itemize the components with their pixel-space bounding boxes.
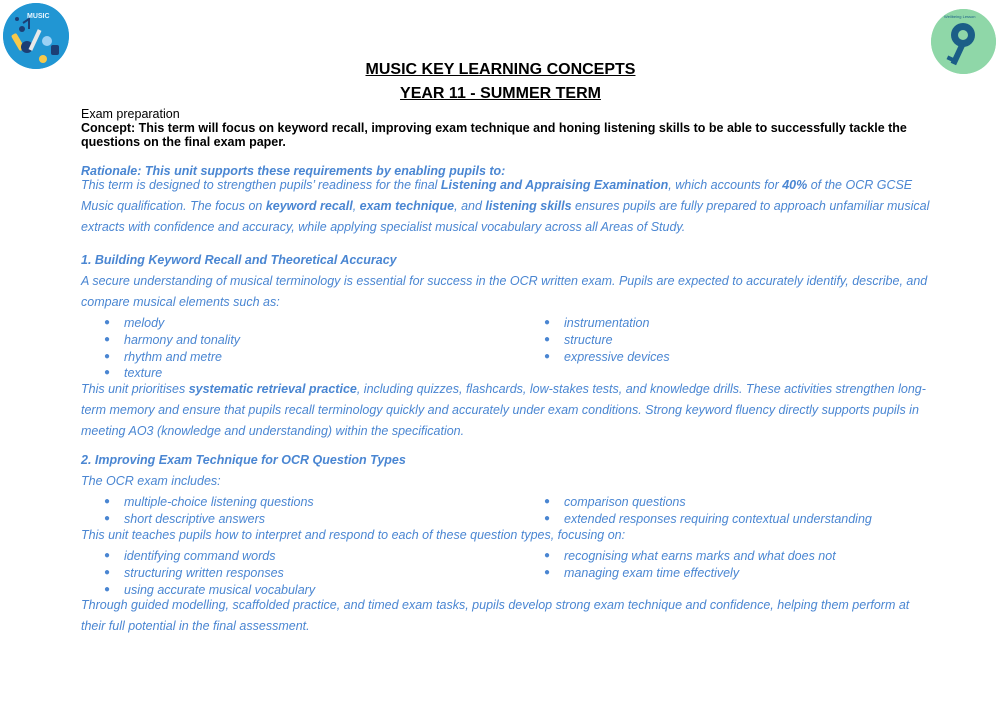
list-item: ● structure bbox=[544, 333, 613, 347]
section1-paragraph: This unit prioritises systematic retrieval practice, including quizzes, flashcards, low-stakes tests, and knowledge drills. These activities strengthen long-term memory and ensure that pupils recall terminology quickly and accurately under exam conditions. Strong keyword fluency directly supports pupils in meeting AO3 (knowledge and understanding) within the specification. bbox=[81, 382, 926, 438]
concept-text: Concept: This term will focus on keyword recall, improving exam technique and honing listening skills to be able to successfully tackle the questions on the final exam paper. bbox=[81, 121, 907, 149]
rationale-heading: Rationale: This unit supports these requirements by enabling pupils to: bbox=[81, 164, 506, 178]
section2-middle: This unit teaches pupils how to interpret and respond to each of these question types, focusing on: bbox=[81, 528, 626, 542]
section1-intro: A secure understanding of musical terminology is essential for success in the OCR written exam. Pupils are expected to accurately identify, describe, and compare musical elements such as: bbox=[81, 274, 928, 309]
list-item: ● comparison questions bbox=[544, 495, 686, 509]
list-item: ● recognising what earns marks and what does not bbox=[544, 549, 836, 563]
section1-heading: 1. Building Keyword Recall and Theoretical Accuracy bbox=[81, 253, 397, 267]
list-item: ● rhythm and metre bbox=[104, 350, 222, 364]
list-item: ● multiple-choice listening questions bbox=[104, 495, 314, 509]
section2-closing: Through guided modelling, scaffolded practice, and timed exam tasks, pupils develop strong exam technique and confidence, helping them perform at their full potential in the final assessment. bbox=[81, 598, 910, 633]
list-item: ● harmony and tonality bbox=[104, 333, 241, 347]
list-item: ● structuring written responses bbox=[104, 566, 284, 580]
logo-right-label: Wellbeing Lesson bbox=[944, 14, 976, 19]
list-item: ● texture bbox=[104, 366, 163, 380]
list-item: ● short descriptive answers bbox=[104, 512, 266, 526]
page-subtitle: YEAR 11 - SUMMER TERM bbox=[400, 85, 601, 102]
list-item: ● using accurate musical vocabulary bbox=[104, 583, 316, 597]
list-item: ● expressive devices bbox=[544, 350, 670, 364]
list-item: ● instrumentation bbox=[544, 316, 650, 330]
unit-title: Exam preparation bbox=[81, 107, 180, 121]
section2-heading: 2. Improving Exam Technique for OCR Question Types bbox=[81, 453, 406, 467]
page-title: MUSIC KEY LEARNING CONCEPTS bbox=[365, 61, 636, 78]
music-logo bbox=[3, 3, 69, 69]
rationale-paragraph: This term is designed to strengthen pupils’ readiness for the final Listening and Appraising Examination, which accounts for 40% of the OCR GCSE Music qualification. The focus on keyword recall, exam technique, and listening skills ensures pupils are fully prepared to approach unfamiliar musical extracts with confidence and accuracy, while applying specialist musical vocabulary across all Areas of Study. bbox=[81, 178, 930, 234]
list-item: ● identifying command words bbox=[104, 549, 276, 563]
list-item: ● extended responses requiring contextual understanding bbox=[544, 512, 872, 526]
section2-intro: The OCR exam includes: bbox=[81, 474, 221, 488]
list-item: ● melody bbox=[104, 316, 165, 330]
list-item: ● managing exam time effectively bbox=[544, 566, 740, 580]
logo-left-label: MUSIC bbox=[27, 13, 50, 20]
